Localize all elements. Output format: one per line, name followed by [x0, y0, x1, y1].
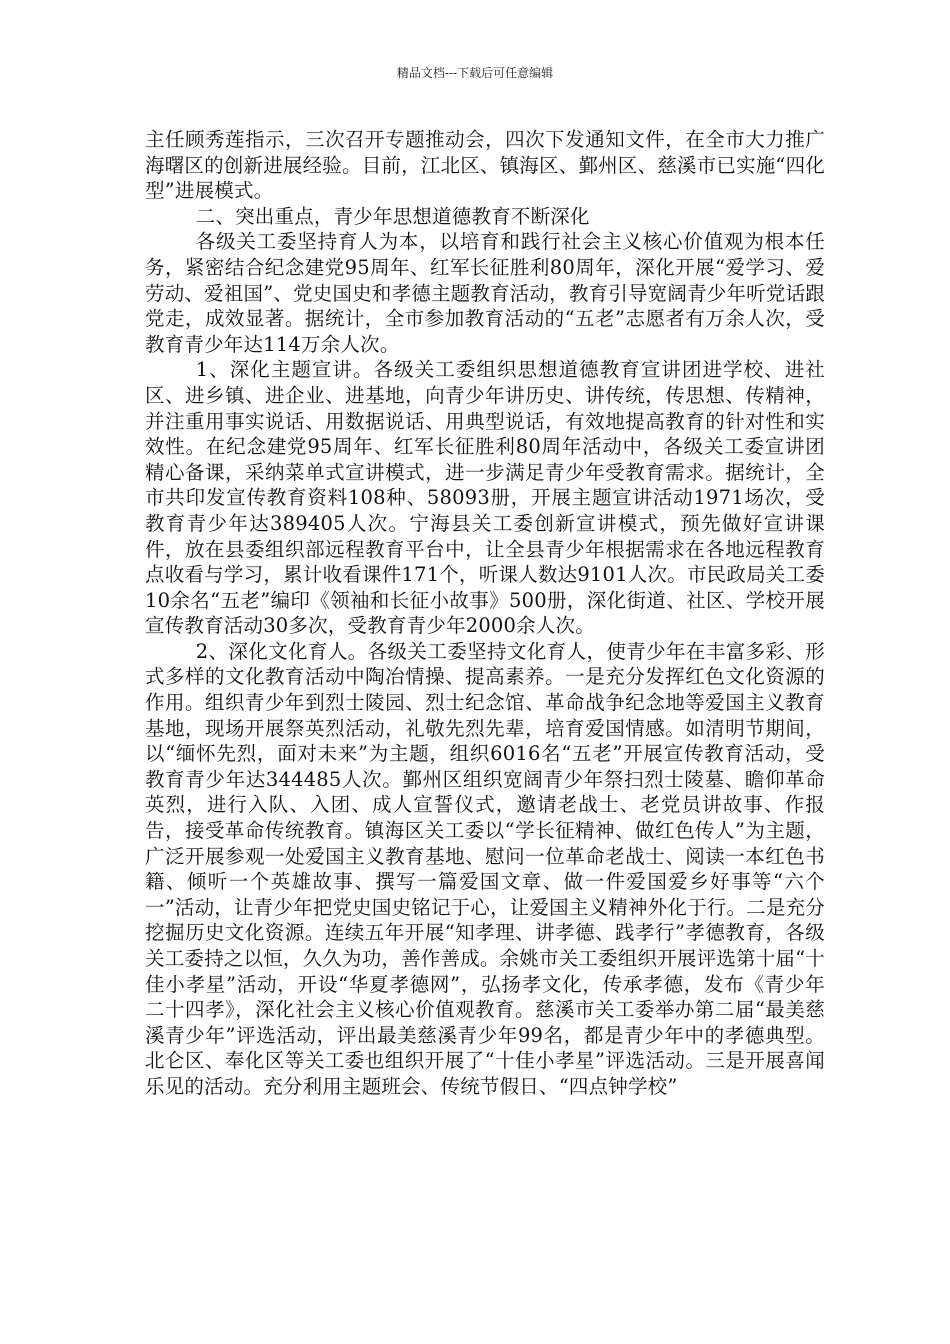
document-body: [145, 127, 825, 1100]
paragraph-4: 1、深化主题宣讲。各级关工委组织思想道德教育宣讲团进学校、进社区、进乡镇、进企业、进基地，向青少年讲历史、讲传统，传思想、传精神，并注重用事实说话、用数据说话、用典型说话，有效地提高教育的针对性和实效性。在纪念建党95周年、红军长征胜利80周年活动中，各级关工委宣讲团精心备课，采纳菜单式宣讲模式，进一步满足青少年受教育需求。据统计，全市共印发宣传教育资料108种、58093册，开展主题宣讲活动1971场次，受教育青少年达389405人次。宁海县关工委创新宣讲模式，预先做好宣讲课件，放在县委组织部远程教育平台中，让全县青少年根据需求在各地远程教育点收看与学习，累计收看课件171个，听课人数达9101人次。市民政局关工委10余名“五老”编印《领袖和长征小故事》500册，深化街道、社区、学校开展宣传教育活动30多次，受教育青少年2000余人次。: [145, 358, 825, 638]
paragraph-1: 主任顾秀莲指示，三次召开专题推动会，四次下发通知文件，在全市大力推广海曙区的创新进展经验。目前，江北区、镇海区、鄞州区、慈溪市已实施“四化型”进展模式。: [145, 128, 825, 203]
paragraph-5: 2、深化文化育人。各级关工委坚持文化育人，使青少年在丰富多彩、形式多样的文化教育活动中陶冶情操、提高素养。一是充分发挥红色文化资源的作用。组织青少年到烈士陵园、烈士纪念馆、革命战争纪念地等爱国主义教育基地，现场开展祭英烈活动，礼敬先烈先辈，培育爱国情感。如清明节期间，以“缅怀先烈，面对未来”为主题，组织6016名“五老”开展宣传教育活动，受教育青少年达344485人次。鄞州区组织宽阔青少年祭扫烈士陵墓、瞻仰革命英烈，进行入队、入团、成人宣誓仪式，邀请老战士、老党员讲故事、作报告，接受革命传统教育。镇海区关工委以“学长征精神、做红色传人”为主题，广泛开展参观一处爱国主义教育基地、慰问一位革命老战士、阅读一本红色书籍、倾听一个英雄故事、撰写一篇爱国文章、做一件爱国爱乡好事等“六个一”活动，让青少年把党史国史铭记于心，让爱国主义精神外化于行。二是充分挖掘历史文化资源。连续五年开展“知孝理、讲孝德、践孝行”孝德教育，各级关工委持之以恒，久久为功，善作善成。余姚市关工委组织开展评选第十届“十佳小孝星”活动，开设“华夏孝德网”，弘扬孝文化，传承孝德，发布《青少年二十四孝》，深化社会主义核心价值观教育。慈溪市关工委举办第二届“最美慈溪青少年”评选活动，评出最美慈溪青少年99名，都是青少年中的孝德典型。北仑区、奉化区等关工委也组织开展了“十佳小孝星”评选活动。三是开展喜闻乐见的活动。充分利用主题班会、传统节假日、“四点钟学校”: [145, 639, 825, 1098]
section-heading: 二、突出重点，青少年思想道德教育不断深化: [195, 204, 590, 228]
page-header: 精品文档---下载后可任意编辑: [396, 66, 554, 80]
paragraph-3: 各级关工委坚持育人为本，以培育和践行社会主义核心价值观为根本任务，紧密结合纪念建党95周年、红军长征胜利80周年，深化开展“爱学习、爱劳动、爱祖国”、党史国史和孝德主题教育活动，教育引导宽阔青少年听党话跟党走，成效显著。据统计，全市参加教育活动的“五老”志愿者有万余人次，受教育青少年达114万余人次。: [145, 230, 825, 356]
